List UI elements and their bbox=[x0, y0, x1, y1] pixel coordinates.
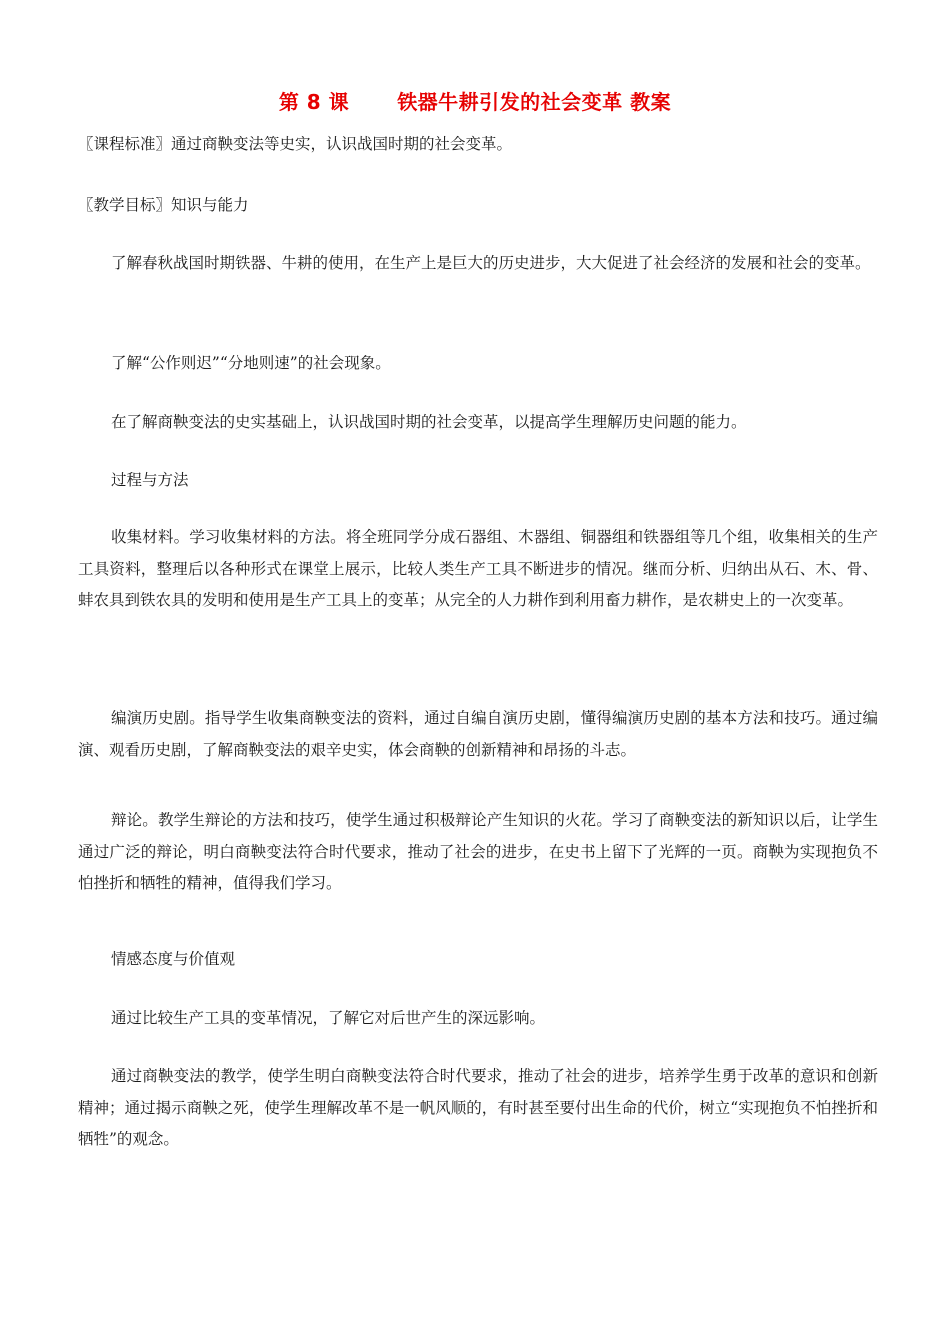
paragraph-social-phenomenon: 了解“公作则迟”“分地则速”的社会现象。 bbox=[111, 354, 391, 372]
heading-emotion-values: 情感态度与价值观 bbox=[111, 950, 236, 968]
paragraph-tool-comparison: 通过比较生产工具的变革情况，了解它对后世产生的深远影响。 bbox=[111, 1009, 546, 1027]
document-title bbox=[0, 86, 950, 115]
title-lesson-number: 第 8 课 bbox=[278, 90, 350, 114]
paragraph-iron-tools: 了解春秋战国时期铁器、牛耕的使用，在生产上是巨大的历史进步，大大促进了社会经济的发展和社会的变革。 bbox=[111, 254, 871, 272]
title-main-text: 铁器牛耕引发的社会变革 教案 bbox=[397, 90, 672, 114]
heading-process-method: 过程与方法 bbox=[111, 471, 189, 489]
paragraph-collect-materials: 收集材料。学习收集材料的方法。将全班同学分成石器组、木器组、铜器组和铁器组等几个组，收集相关的生产工具资料，整理后以各种形式在课堂上展示，比较人类生产工具不断进步的情况。继而分析、归纳出从石、木、骨、蚌农具到铁农具的发明和使用是生产工具上的变革；从完全的人力耕作到利用畜力耕作，是农耕史上的一次变革。 bbox=[78, 528, 878, 609]
paragraph-reform-teaching: 通过商鞅变法的教学，使学生明白商鞅变法符合时代要求，推动了社会的进步，培养学生勇于改革的意识和创新精神；通过揭示商鞅之死，使学生理解改革不是一帆风顺的，有时甚至要付出生命的代价，树立“实现抱负不怕挫折和牺牲”的观念。 bbox=[78, 1067, 878, 1148]
paragraph-reform-understanding: 在了解商鞅变法的史实基础上，认识战国时期的社会变革，以提高学生理解历史问题的能力。 bbox=[111, 413, 747, 431]
teaching-objective-line: 〖教学目标〗知识与能力 bbox=[78, 196, 249, 214]
paragraph-debate: 辩论。教学生辩论的方法和技巧，使学生通过积极辩论产生知识的火花。学习了商鞅变法的新知识以后，让学生通过广泛的辩论，明白商鞅变法符合时代要求，推动了社会的进步，在史书上留下了光辉的一页。商鞅为实现抱负不怕挫折和牺牲的精神，值得我们学习。 bbox=[78, 811, 878, 892]
paragraph-history-drama: 编演历史剧。指导学生收集商鞅变法的资料，通过自编自演历史剧，懂得编演历史剧的基本方法和技巧。通过编演、观看历史剧，了解商鞅变法的艰辛史实，体会商鞅的创新精神和昂扬的斗志。 bbox=[78, 709, 878, 759]
course-standard-line: 〖课程标准〗通过商鞅变法等史实，认识战国时期的社会变革。 bbox=[78, 135, 513, 153]
